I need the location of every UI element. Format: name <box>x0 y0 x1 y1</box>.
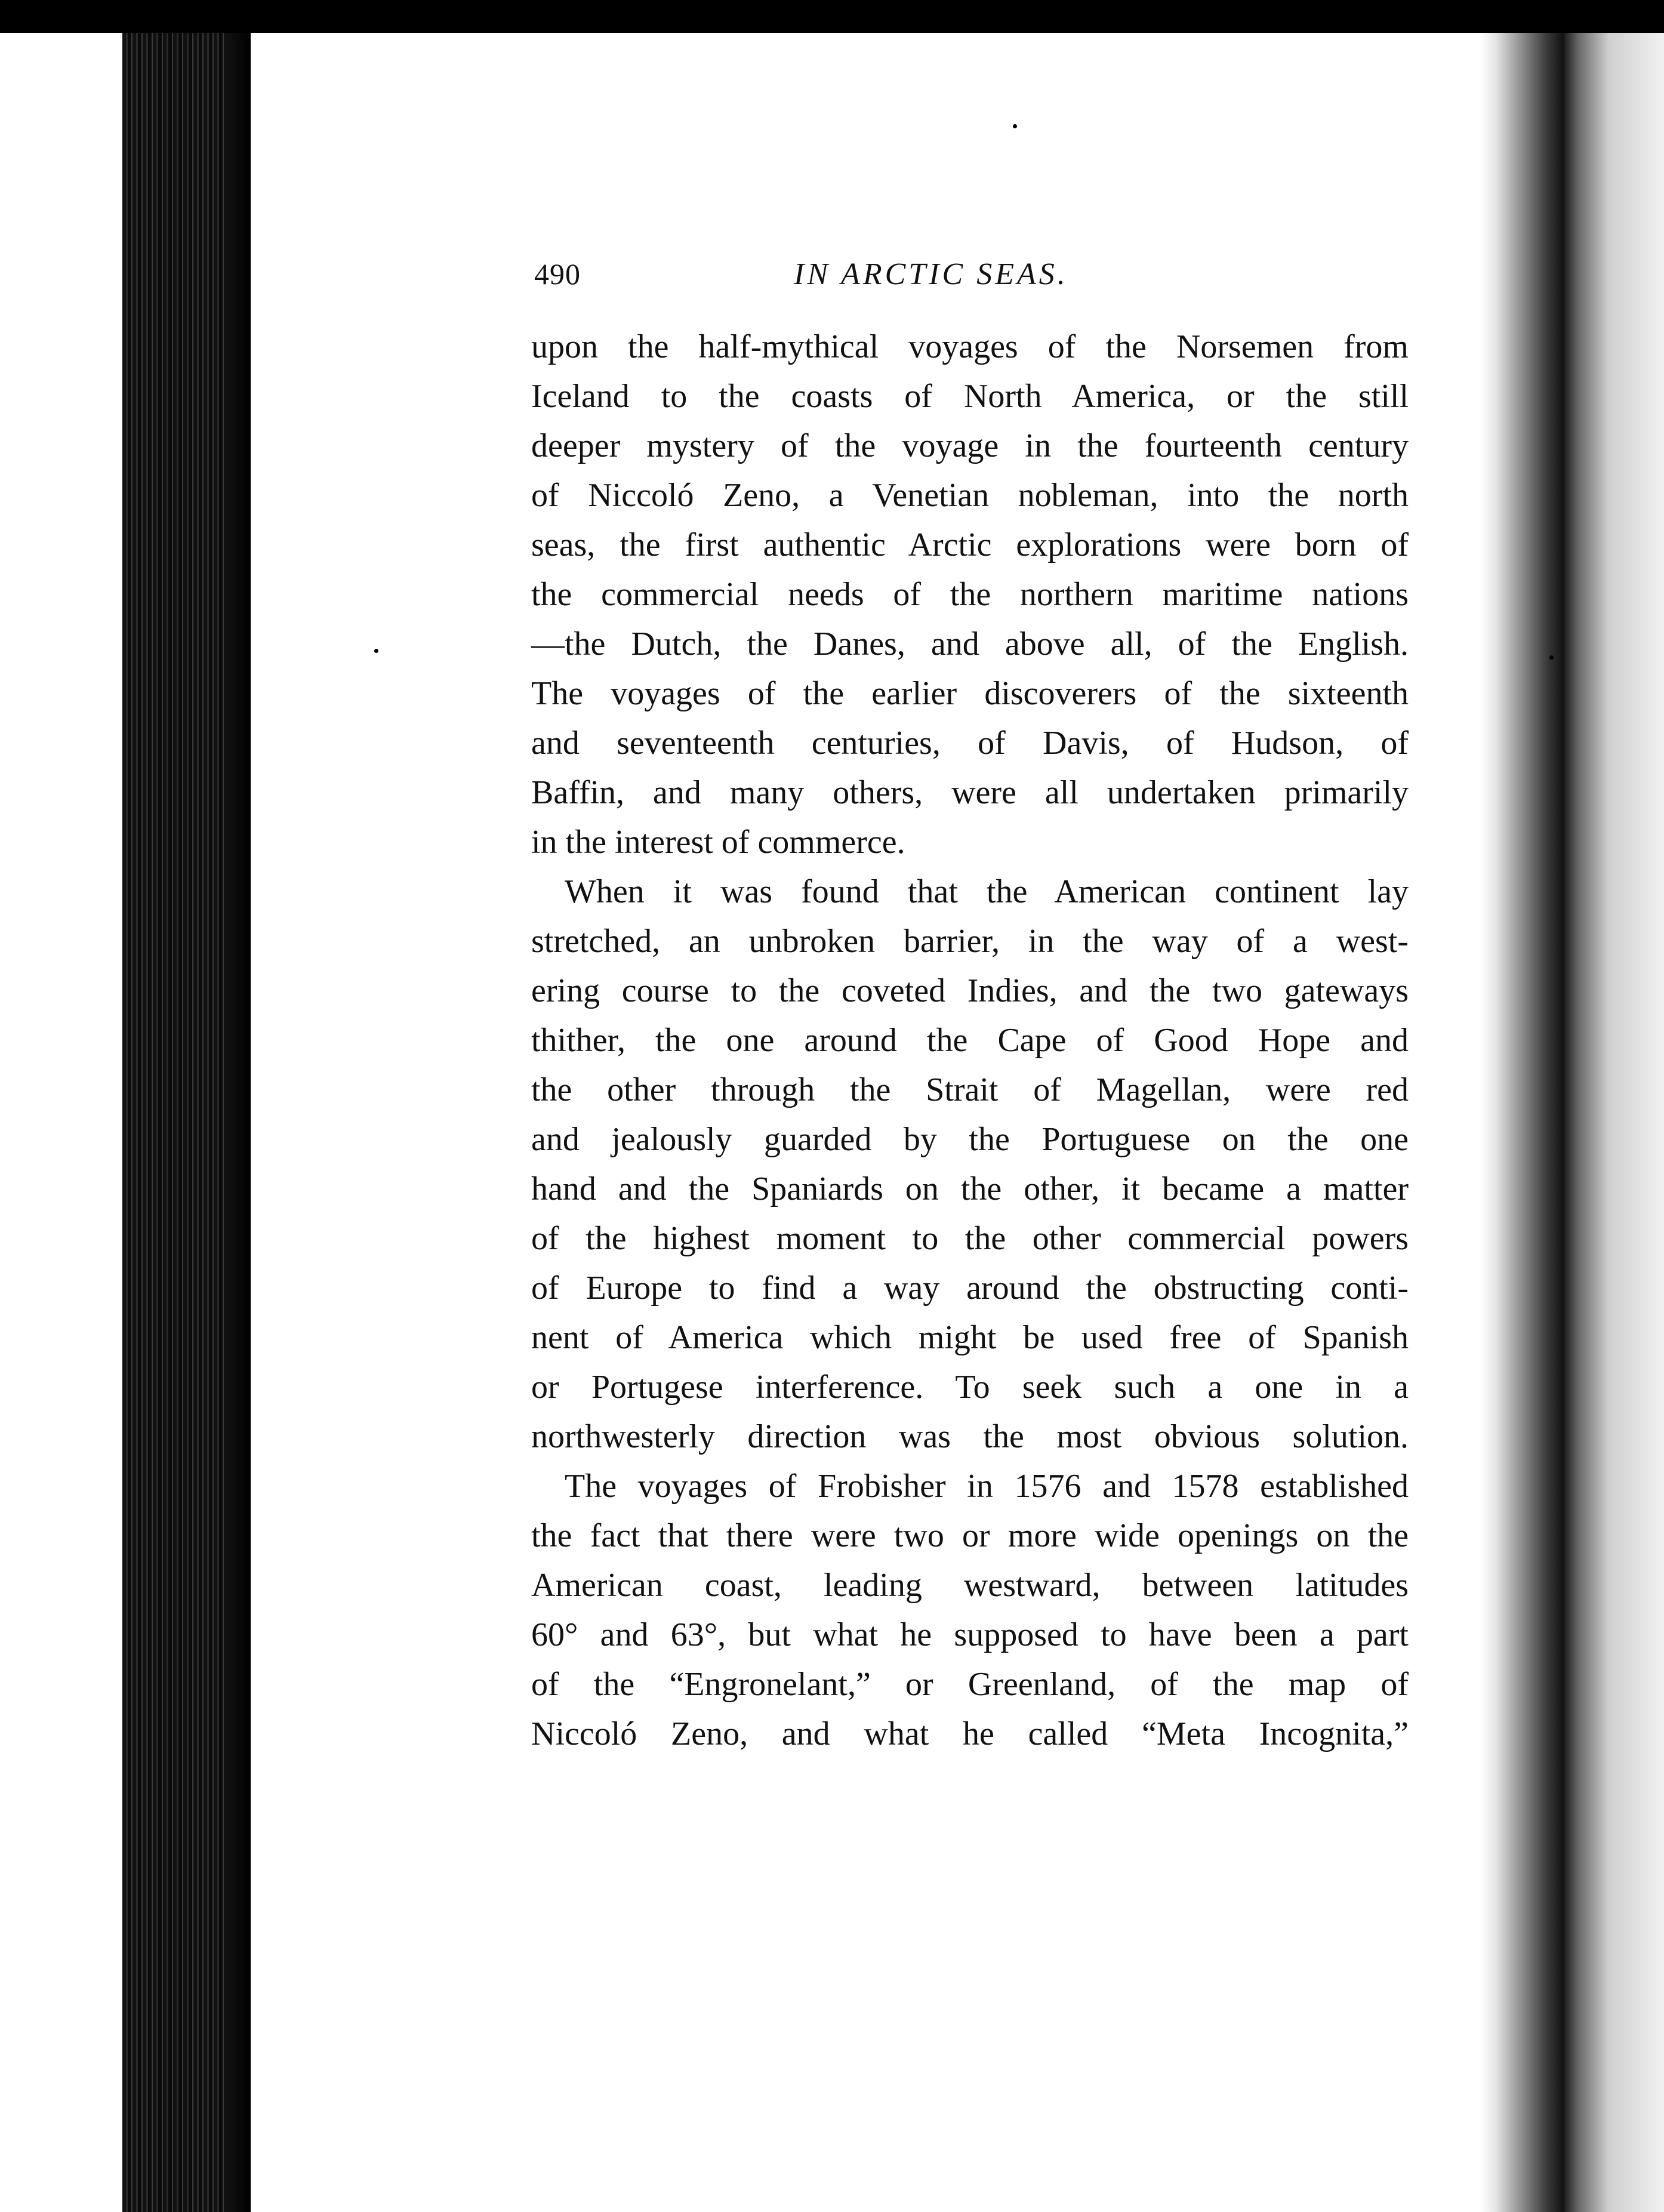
text-line: ering course to the coveted Indies, and the two gateways <box>531 972 1409 1009</box>
text-line: of Niccoló Zeno, a Venetian nobleman, into the north <box>531 477 1409 514</box>
running-title: IN ARCTIC SEAS. <box>794 257 1068 291</box>
text-line: and jealously guarded by the Portuguese on the one <box>531 1121 1409 1158</box>
text-line: Baffin, and many others, were all undertaken primarily <box>531 774 1409 811</box>
text-line: and seventeenth centuries, of Davis, of Hudson, of <box>531 725 1409 762</box>
text-line: The voyages of Frobisher in 1576 and 1578 established <box>565 1468 1409 1505</box>
text-line: —the Dutch, the Danes, and above all, of the English. <box>531 626 1409 663</box>
text-line: thither, the one around the Cape of Good Hope and <box>531 1022 1409 1059</box>
text-line: 60° and 63°, but what he supposed to have been a part <box>531 1616 1409 1653</box>
text-line: Iceland to the coasts of North America, or the still <box>531 378 1409 415</box>
text-line: of the highest moment to the other commercial powers <box>531 1220 1409 1257</box>
scan-speck <box>1549 655 1554 660</box>
text-line: or Portugese interference. To seek such a one in a <box>531 1369 1409 1406</box>
text-line: of Europe to find a way around the obstructing conti- <box>531 1270 1409 1307</box>
book-gutter <box>1480 33 1564 2212</box>
text-line: in the interest of commerce. <box>531 824 905 861</box>
text-line: of the “Engronelant,” or Greenland, of the map of <box>531 1666 1409 1703</box>
page-number: 490 <box>534 257 581 291</box>
text-line: seas, the first authentic Arctic explorations were born of <box>531 526 1409 563</box>
text-line: The voyages of the earlier discoverers of the sixteenth <box>531 675 1409 712</box>
scan-top-border <box>0 0 1664 33</box>
text-line: the other through the Strait of Magellan, were red <box>531 1071 1409 1108</box>
text-line: When it was found that the American continent lay <box>565 873 1409 910</box>
text-line: nent of America which might be used free of Spanish <box>531 1319 1409 1356</box>
scan-speck <box>1013 124 1017 128</box>
text-line: upon the half-mythical voyages of the Norsemen from <box>531 328 1409 365</box>
book-edge-shadow <box>227 18 251 2212</box>
text-line: the fact that there were two or more wide openings on the <box>531 1517 1409 1554</box>
text-line: deeper mystery of the voyage in the fourteenth century <box>531 427 1409 464</box>
text-line: northwesterly direction was the most obvious solution. <box>531 1418 1409 1455</box>
facing-page-edge <box>1564 33 1664 2212</box>
text-line: hand and the Spaniards on the other, it became a matter <box>531 1170 1409 1207</box>
text-line: American coast, leading westward, between latitudes <box>531 1567 1409 1604</box>
text-line: Niccoló Zeno, and what he called “Meta Incognita,” <box>531 1715 1409 1752</box>
text-line: stretched, an unbroken barrier, in the way of a west- <box>531 923 1409 960</box>
text-line: the commercial needs of the northern maritime nations <box>531 576 1409 613</box>
body-text <box>531 322 1409 1759</box>
scan-speck <box>374 649 378 653</box>
